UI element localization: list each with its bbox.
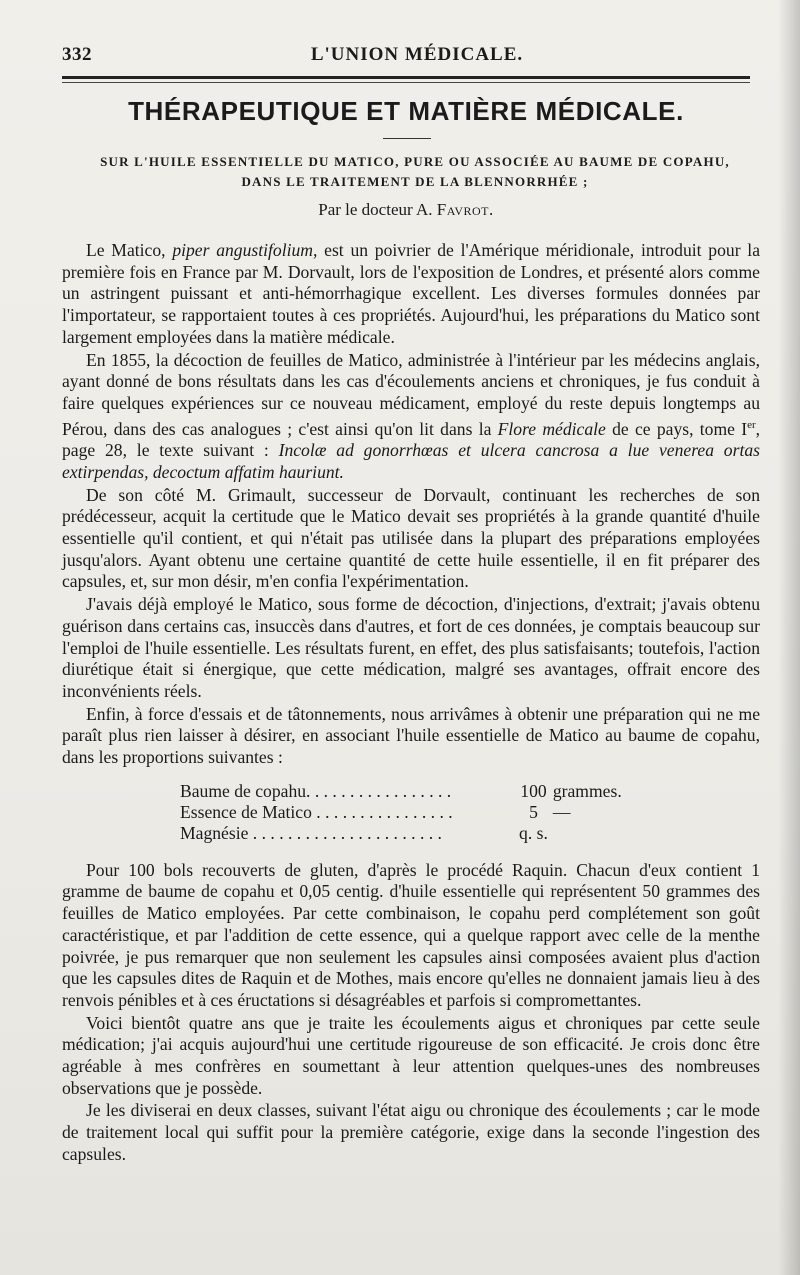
paragraph-1 <box>62 240 760 349</box>
byline-prefix: Par le docteur A. <box>318 200 437 219</box>
recipe-quantity: 5 <box>529 801 538 822</box>
section-title: THÉRAPEUTIQUE ET MATIÈRE MÉDICALE. <box>128 96 684 126</box>
article-body <box>62 240 760 1166</box>
paragraph-5: Enfin, à force d'essais et de tâtonnements, nous arrivâmes à obtenir une préparation qui ne me paraît plus rien laisser à désirer, en associant l'huile essentielle de Matico au baume de copahu, dans les proportions suivantes : <box>62 703 760 768</box>
italic-title: Flore médicale <box>497 418 606 439</box>
paragraph-7: Voici bientôt quatre ans que je traite les écoulements aigus et chroniques par cette seule médication; j'ai acquis aujourd'hui une certitude rigoureuse de son efficacité. Je crois donc être agréable à mes confrères en soumettant à leur attention quelques-unes des nombreuses observations que je possède. <box>62 1012 760 1098</box>
latin-quote: Incolæ ad gonorrhœas et ulcera cancrosa a lue venerea ortas extirpendas, decoctum affatim hauriunt. <box>62 440 760 482</box>
byline-author: Favrot. <box>436 200 494 219</box>
recipe-ingredient: Essence de Matico . . . . . . . . . . . . . . . . <box>180 801 453 822</box>
paragraph-2 <box>62 350 760 484</box>
paragraph-8: Je les diviserai en deux classes, suivant l'état aigu ou chronique des écoulements ; car le mode de traitement local qui suffit pour la première catégorie, exige dans la seconde l'ingestion des capsules. <box>62 1100 760 1164</box>
journal-title: L'UNION MÉDICALE. <box>310 44 524 65</box>
recipe-unit <box>553 823 640 844</box>
recipe-ingredient: Magnésie . . . . . . . . . . . . . . . . . . . . . . <box>180 822 442 843</box>
header-rule-thin <box>62 82 750 83</box>
header-rule-thick <box>62 76 750 79</box>
article-title <box>70 152 760 192</box>
title-divider <box>383 138 431 139</box>
recipe-quantity: q. s. <box>519 822 548 843</box>
page-edge-shadow <box>778 0 800 1275</box>
text-run: , page 28, le texte suivant : <box>62 418 761 461</box>
text-run: Le Matico, <box>86 240 173 260</box>
recipe-unit: grammes. <box>552 780 622 801</box>
recipe-row <box>180 823 640 844</box>
paragraph-6: Pour 100 bols recouverts de gluten, d'après le procédé Raquin. Chacun d'eux contient 1 gramme de baume de copahu et 0,05 centig. d'huile essentielle qui représentent 50 grammes des feuilles de Matico employées. Par cette combinaison, le copahu perd complétement son goût caractéristique, et par l'addition de cette essence, qui a quelque rapport avec celle de la menthe poivrée, je pus remarquer que non seulement les capsules ainsi composées avaient plus d'action que les capsules dites de Raquin et de Mothes, mais encore qu'elles ne donnaient jamais lieu à des renvois pénibles et à ces éructations si désagréables et parfois si compromettantes. <box>62 859 760 1010</box>
paragraph-3: De son côté M. Grimault, successeur de Dorvault, continuant les recherches de son prédécesseur, acquit la certitude que le Matico devait ses propriétés à la grande quantité d'huile essentielle qu'il contient, et qui n'était pas utilisée dans la plupart des préparations employées jusqu'alors. Ayant obtenu une certaine quantité de cette huile essentielle, il en fit préparer des capsules, et, sur mon désir, m'en confia l'expérimentation. <box>62 484 760 592</box>
text-run: de ce pays, tome I <box>605 418 748 439</box>
recipe-quantity: 100 <box>520 780 547 801</box>
recipe-ingredient: Baume de copahu. . . . . . . . . . . . . . . . . <box>180 780 452 801</box>
italic-term: piper angustifolium, <box>172 240 318 260</box>
paragraph-4: J'avais déjà employé le Matico, sous forme de décoction, d'injections, d'extrait; j'avais obtenu guérison dans certains cas, insuccès dans d'autres, et fort de ces données, je comptais beaucoup sur l'emploi de l'huile essentielle. Les résultats furent, en effet, des plus satisfaisants; toutefois, l'action diurétique était si énergique, que cette médication, malgré ses avantages, offrait encore des inconvénients réels. <box>62 594 760 701</box>
recipe-row <box>180 781 640 802</box>
recipe-unit: — <box>552 801 571 822</box>
superscript: er <box>747 418 756 431</box>
recipe-table <box>180 781 640 844</box>
article-title-line1: SUR L'HUILE ESSENTIELLE DU MATICO, PURE OU ASSOCIÉE AU BAUME DE COPAHU, <box>100 154 730 169</box>
page-number: 332 <box>62 44 92 65</box>
article-title-line2: DANS LE TRAITEMENT DE LA BLENNORRHÉE ; <box>241 174 589 189</box>
text-run: est un poivrier de l'Amérique méridionale, introduit pour la première fois en France par M. Dorvault, lors de l'exposition de Londres, et présenté alors comme un astringent puissant et anti-hémorrhagique excellent. Les diverses formules données par l'importateur, se rapportaient toutes à ces propriétés. Aujourd'hui, les préparations du Matico sont largement employées dans la matière médicale. <box>62 240 761 347</box>
running-head <box>62 44 752 74</box>
text-run: En 1855, la décoction de feuilles de Matico, administrée à l'intérieur par les médecins anglais, ayant donné de bons résultats dans les cas d'écoulements anciens et chroniques, je fus conduit à faire quelques expériences sur ce nouveau médicament, employé du reste depuis longtemps au Pérou, dans des cas analogues ; c'est ainsi qu'on lit dans la <box>62 349 760 439</box>
byline <box>62 200 750 220</box>
recipe-row <box>180 802 640 823</box>
